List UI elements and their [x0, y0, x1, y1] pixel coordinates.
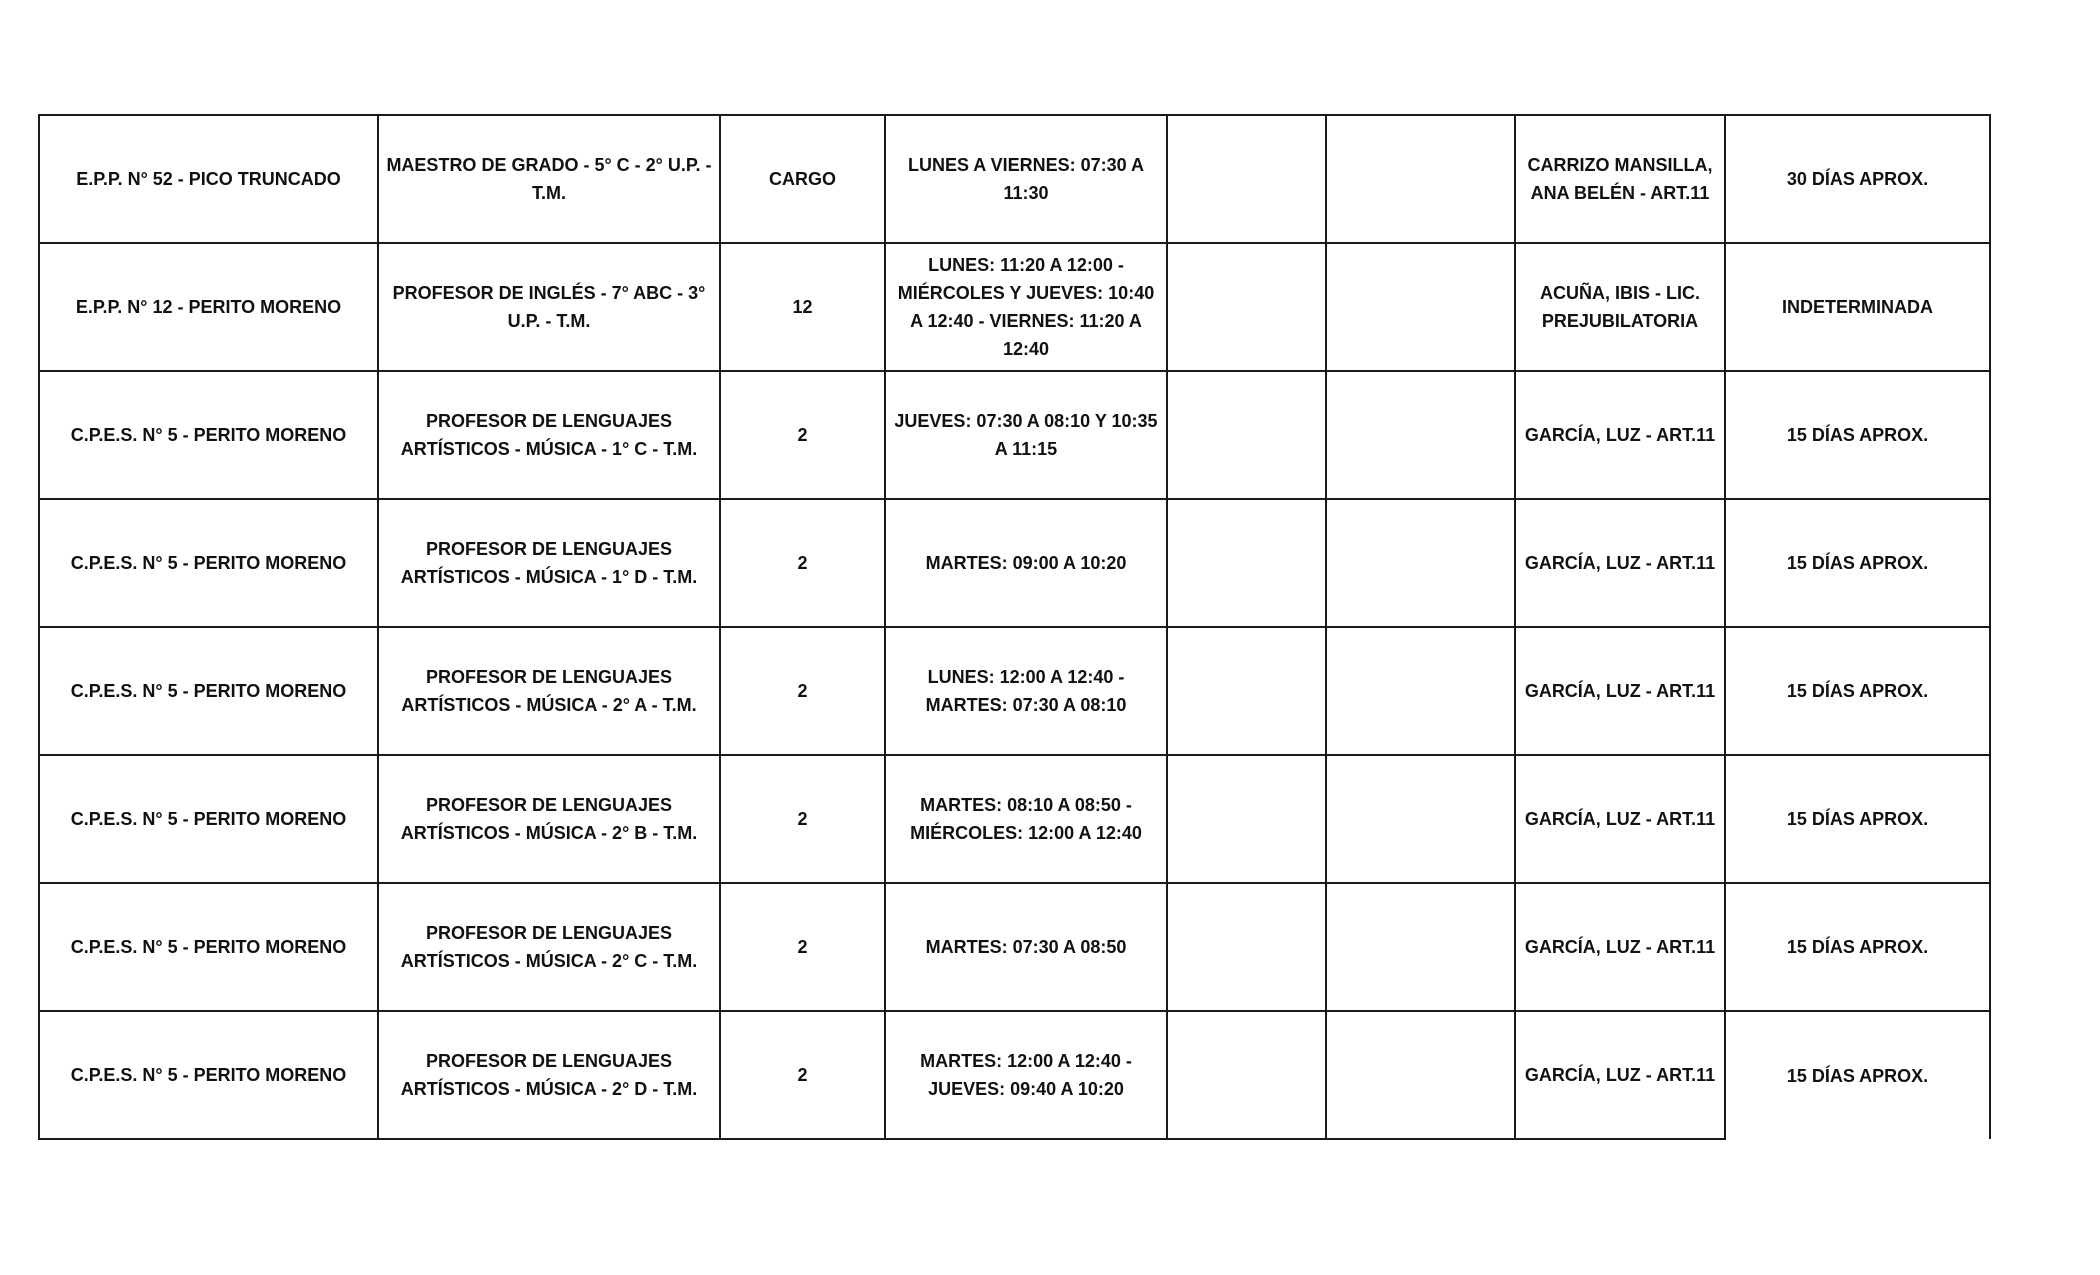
school-cell: C.P.E.S. N° 5 - PERITO MORENO	[39, 755, 378, 883]
schedule-cell: MARTES: 09:00 A 10:20	[885, 499, 1167, 627]
empty-cell	[1326, 755, 1515, 883]
holder-cell: CARRIZO MANSILLA, ANA BELÉN - ART.11	[1515, 115, 1725, 243]
duration-cell: 15 DÍAS APROX.	[1725, 883, 1990, 1011]
empty-cell	[1326, 883, 1515, 1011]
school-cell: C.P.E.S. N° 5 - PERITO MORENO	[39, 371, 378, 499]
empty-cell	[1326, 1011, 1515, 1139]
position-cell: PROFESOR DE LENGUAJES ARTÍSTICOS - MÚSICA - 1° D - T.M.	[378, 499, 720, 627]
empty-cell	[1326, 115, 1515, 243]
empty-cell	[1326, 499, 1515, 627]
schedule-cell: MARTES: 07:30 A 08:50	[885, 883, 1167, 1011]
empty-cell	[1326, 243, 1515, 371]
table-row	[39, 371, 1990, 499]
table-row	[39, 755, 1990, 883]
duration-cell: 15 DÍAS APROX.	[1725, 499, 1990, 627]
school-cell: C.P.E.S. N° 5 - PERITO MORENO	[39, 1011, 378, 1139]
table-row	[39, 1011, 1990, 1139]
empty-cell	[1167, 883, 1326, 1011]
empty-cell	[1167, 243, 1326, 371]
holder-cell: GARCÍA, LUZ - ART.11	[1515, 1011, 1725, 1139]
school-cell: E.P.P. N° 12 - PERITO MORENO	[39, 243, 378, 371]
school-cell: C.P.E.S. N° 5 - PERITO MORENO	[39, 499, 378, 627]
empty-cell	[1167, 371, 1326, 499]
position-cell: MAESTRO DE GRADO - 5° C - 2° U.P. - T.M.	[378, 115, 720, 243]
hours-cell: 2	[720, 1011, 885, 1139]
empty-cell	[1167, 1011, 1326, 1139]
holder-cell: GARCÍA, LUZ - ART.11	[1515, 627, 1725, 755]
schedule-cell: LUNES: 11:20 A 12:00 - MIÉRCOLES Y JUEVES: 10:40 A 12:40 - VIERNES: 11:20 A 12:40	[885, 243, 1167, 371]
duration-cell: 30 DÍAS APROX.	[1725, 115, 1990, 243]
position-cell: PROFESOR DE LENGUAJES ARTÍSTICOS - MÚSICA - 2° B - T.M.	[378, 755, 720, 883]
empty-cell	[1326, 627, 1515, 755]
school-cell: E.P.P. N° 52 - PICO TRUNCADO	[39, 115, 378, 243]
hours-cell: 2	[720, 627, 885, 755]
holder-cell: ACUÑA, IBIS - LIC. PREJUBILATORIA	[1515, 243, 1725, 371]
school-cell: C.P.E.S. N° 5 - PERITO MORENO	[39, 627, 378, 755]
table-row	[39, 115, 1990, 243]
table-row	[39, 499, 1990, 627]
schedule-cell: LUNES A VIERNES: 07:30 A 11:30	[885, 115, 1167, 243]
position-cell: PROFESOR DE LENGUAJES ARTÍSTICOS - MÚSICA - 2° A - T.M.	[378, 627, 720, 755]
table-row	[39, 883, 1990, 1011]
duration-cell: 15 DÍAS APROX.	[1725, 1011, 1990, 1139]
hours-cell: 2	[720, 499, 885, 627]
hours-cell: 12	[720, 243, 885, 371]
empty-cell	[1167, 627, 1326, 755]
position-cell: PROFESOR DE LENGUAJES ARTÍSTICOS - MÚSICA - 2° C - T.M.	[378, 883, 720, 1011]
empty-cell	[1326, 371, 1515, 499]
hours-cell: CARGO	[720, 115, 885, 243]
empty-cell	[1167, 499, 1326, 627]
holder-cell: GARCÍA, LUZ - ART.11	[1515, 499, 1725, 627]
empty-cell	[1167, 115, 1326, 243]
table-row	[39, 627, 1990, 755]
vacancy-table	[38, 114, 1991, 1140]
hours-cell: 2	[720, 755, 885, 883]
hours-cell: 2	[720, 371, 885, 499]
schedule-cell: MARTES: 08:10 A 08:50 - MIÉRCOLES: 12:00 A 12:40	[885, 755, 1167, 883]
holder-cell: GARCÍA, LUZ - ART.11	[1515, 883, 1725, 1011]
duration-cell: 15 DÍAS APROX.	[1725, 627, 1990, 755]
holder-cell: GARCÍA, LUZ - ART.11	[1515, 371, 1725, 499]
school-cell: C.P.E.S. N° 5 - PERITO MORENO	[39, 883, 378, 1011]
table-row	[39, 243, 1990, 371]
schedule-cell: LUNES: 12:00 A 12:40 - MARTES: 07:30 A 08:10	[885, 627, 1167, 755]
holder-cell: GARCÍA, LUZ - ART.11	[1515, 755, 1725, 883]
duration-cell: INDETERMINADA	[1725, 243, 1990, 371]
schedule-cell: JUEVES: 07:30 A 08:10 Y 10:35 A 11:15	[885, 371, 1167, 499]
schedule-cell: MARTES: 12:00 A 12:40 - JUEVES: 09:40 A 10:20	[885, 1011, 1167, 1139]
hours-cell: 2	[720, 883, 885, 1011]
duration-cell: 15 DÍAS APROX.	[1725, 371, 1990, 499]
duration-cell: 15 DÍAS APROX.	[1725, 755, 1990, 883]
position-cell: PROFESOR DE INGLÉS - 7° ABC - 3° U.P. - T.M.	[378, 243, 720, 371]
empty-cell	[1167, 755, 1326, 883]
position-cell: PROFESOR DE LENGUAJES ARTÍSTICOS - MÚSICA - 1° C - T.M.	[378, 371, 720, 499]
position-cell: PROFESOR DE LENGUAJES ARTÍSTICOS - MÚSICA - 2° D - T.M.	[378, 1011, 720, 1139]
